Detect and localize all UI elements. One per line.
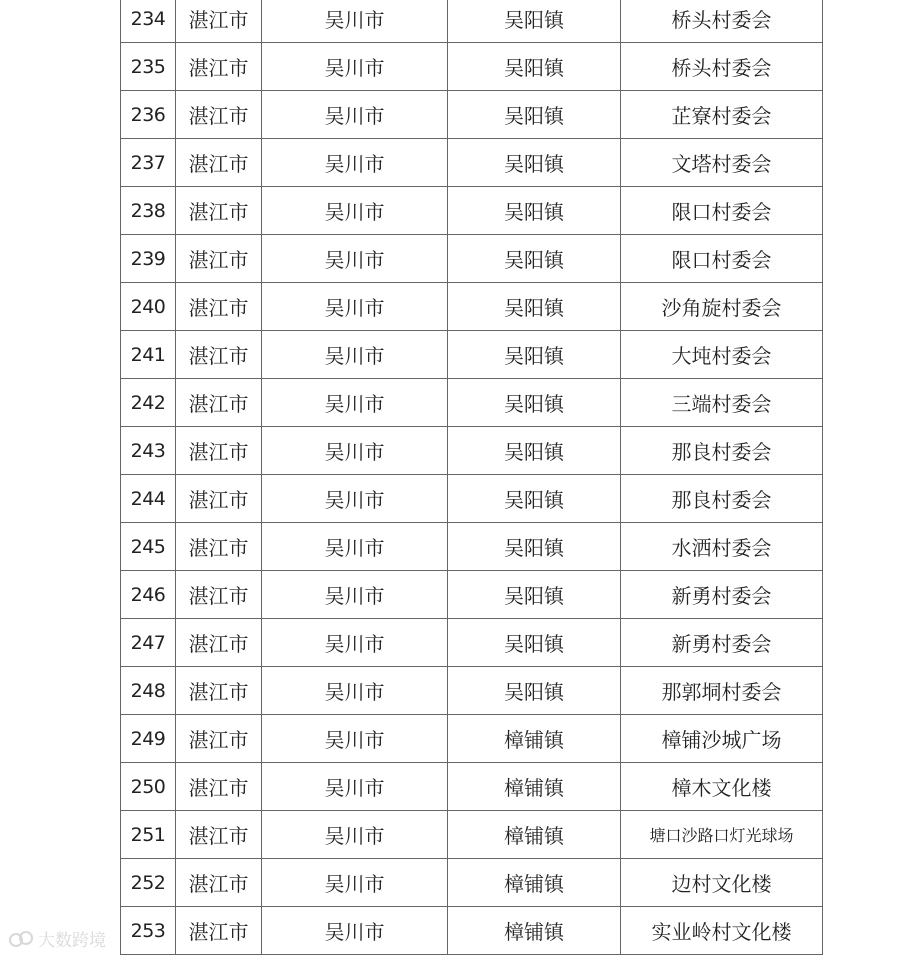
row-number-cell: 247 — [121, 619, 176, 667]
town-cell: 吴阳镇 — [448, 235, 621, 283]
table-row — [121, 379, 823, 427]
city-cell: 湛江市 — [176, 523, 262, 571]
table-row — [121, 475, 823, 523]
site-cell: 塘口沙路口灯光球场 — [621, 811, 823, 859]
city-cell: 湛江市 — [176, 811, 262, 859]
row-number-cell: 235 — [121, 43, 176, 91]
city-cell: 湛江市 — [176, 139, 262, 187]
site-cell: 实业岭村文化楼 — [621, 907, 823, 955]
county-cell: 吴川市 — [262, 811, 448, 859]
town-cell: 吴阳镇 — [448, 427, 621, 475]
county-cell: 吴川市 — [262, 139, 448, 187]
watermark-logo-icon — [8, 929, 34, 949]
town-cell: 吴阳镇 — [448, 139, 621, 187]
row-number-cell: 244 — [121, 475, 176, 523]
table-row — [121, 571, 823, 619]
county-cell: 吴川市 — [262, 571, 448, 619]
county-cell: 吴川市 — [262, 91, 448, 139]
town-cell: 吴阳镇 — [448, 43, 621, 91]
city-cell: 湛江市 — [176, 907, 262, 955]
city-cell: 湛江市 — [176, 763, 262, 811]
county-cell: 吴川市 — [262, 619, 448, 667]
row-number-cell: 252 — [121, 859, 176, 907]
site-cell: 那郭垌村委会 — [621, 667, 823, 715]
site-cell: 三端村委会 — [621, 379, 823, 427]
city-cell: 湛江市 — [176, 235, 262, 283]
watermark-text: 大数跨境 — [38, 931, 106, 951]
town-cell: 樟铺镇 — [448, 907, 621, 955]
row-number-cell: 239 — [121, 235, 176, 283]
table-row — [121, 139, 823, 187]
town-cell: 吴阳镇 — [448, 571, 621, 619]
table-row — [121, 667, 823, 715]
town-cell: 吴阳镇 — [448, 0, 621, 43]
table-body — [121, 0, 823, 955]
table-row — [121, 811, 823, 859]
city-cell: 湛江市 — [176, 283, 262, 331]
county-cell: 吴川市 — [262, 475, 448, 523]
city-cell: 湛江市 — [176, 331, 262, 379]
town-cell: 吴阳镇 — [448, 475, 621, 523]
row-number-cell: 242 — [121, 379, 176, 427]
table-row — [121, 427, 823, 475]
county-cell: 吴川市 — [262, 379, 448, 427]
city-cell: 湛江市 — [176, 571, 262, 619]
table-row — [121, 43, 823, 91]
county-cell: 吴川市 — [262, 331, 448, 379]
table-row — [121, 91, 823, 139]
city-cell: 湛江市 — [176, 43, 262, 91]
county-cell: 吴川市 — [262, 283, 448, 331]
table-row — [121, 331, 823, 379]
town-cell: 樟铺镇 — [448, 715, 621, 763]
row-number-cell: 240 — [121, 283, 176, 331]
town-cell: 樟铺镇 — [448, 763, 621, 811]
site-cell: 那良村委会 — [621, 427, 823, 475]
table-row — [121, 283, 823, 331]
table-row — [121, 235, 823, 283]
county-cell: 吴川市 — [262, 859, 448, 907]
site-cell: 大坉村委会 — [621, 331, 823, 379]
town-cell: 吴阳镇 — [448, 331, 621, 379]
city-cell: 湛江市 — [176, 427, 262, 475]
county-cell: 吴川市 — [262, 235, 448, 283]
table-row — [121, 859, 823, 907]
city-cell: 湛江市 — [176, 667, 262, 715]
row-number-cell: 241 — [121, 331, 176, 379]
county-cell: 吴川市 — [262, 667, 448, 715]
city-cell: 湛江市 — [176, 91, 262, 139]
watermark — [8, 926, 106, 951]
town-cell: 吴阳镇 — [448, 619, 621, 667]
site-cell: 边村文化楼 — [621, 859, 823, 907]
row-number-cell: 248 — [121, 667, 176, 715]
site-cell: 桥头村委会 — [621, 43, 823, 91]
site-cell: 樟木文化楼 — [621, 763, 823, 811]
city-cell: 湛江市 — [176, 715, 262, 763]
data-table — [120, 0, 823, 955]
county-cell: 吴川市 — [262, 715, 448, 763]
row-number-cell: 246 — [121, 571, 176, 619]
site-cell: 那良村委会 — [621, 475, 823, 523]
site-cell: 樟铺沙城广场 — [621, 715, 823, 763]
site-cell: 限口村委会 — [621, 187, 823, 235]
row-number-cell: 253 — [121, 907, 176, 955]
county-cell: 吴川市 — [262, 907, 448, 955]
town-cell: 樟铺镇 — [448, 811, 621, 859]
site-cell: 限口村委会 — [621, 235, 823, 283]
city-cell: 湛江市 — [176, 859, 262, 907]
table-row — [121, 0, 823, 43]
city-cell: 湛江市 — [176, 187, 262, 235]
site-cell: 文塔村委会 — [621, 139, 823, 187]
town-cell: 吴阳镇 — [448, 187, 621, 235]
site-cell: 水洒村委会 — [621, 523, 823, 571]
city-cell: 湛江市 — [176, 379, 262, 427]
row-number-cell: 234 — [121, 0, 176, 43]
row-number-cell: 238 — [121, 187, 176, 235]
town-cell: 吴阳镇 — [448, 379, 621, 427]
county-cell: 吴川市 — [262, 523, 448, 571]
city-cell: 湛江市 — [176, 619, 262, 667]
town-cell: 吴阳镇 — [448, 523, 621, 571]
town-cell: 樟铺镇 — [448, 859, 621, 907]
site-cell: 新勇村委会 — [621, 571, 823, 619]
table-row — [121, 523, 823, 571]
table-row — [121, 907, 823, 955]
county-cell: 吴川市 — [262, 763, 448, 811]
row-number-cell: 249 — [121, 715, 176, 763]
row-number-cell: 243 — [121, 427, 176, 475]
town-cell: 吴阳镇 — [448, 667, 621, 715]
county-cell: 吴川市 — [262, 43, 448, 91]
row-number-cell: 237 — [121, 139, 176, 187]
county-cell: 吴川市 — [262, 427, 448, 475]
town-cell: 吴阳镇 — [448, 283, 621, 331]
table-row — [121, 187, 823, 235]
county-cell: 吴川市 — [262, 0, 448, 43]
site-cell: 芷寮村委会 — [621, 91, 823, 139]
city-cell: 湛江市 — [176, 0, 262, 43]
table-row — [121, 715, 823, 763]
site-cell: 沙角旋村委会 — [621, 283, 823, 331]
row-number-cell: 236 — [121, 91, 176, 139]
row-number-cell: 245 — [121, 523, 176, 571]
row-number-cell: 251 — [121, 811, 176, 859]
table-row — [121, 763, 823, 811]
town-cell: 吴阳镇 — [448, 91, 621, 139]
site-cell: 新勇村委会 — [621, 619, 823, 667]
table-row — [121, 619, 823, 667]
city-cell: 湛江市 — [176, 475, 262, 523]
site-cell: 桥头村委会 — [621, 0, 823, 43]
row-number-cell: 250 — [121, 763, 176, 811]
county-cell: 吴川市 — [262, 187, 448, 235]
